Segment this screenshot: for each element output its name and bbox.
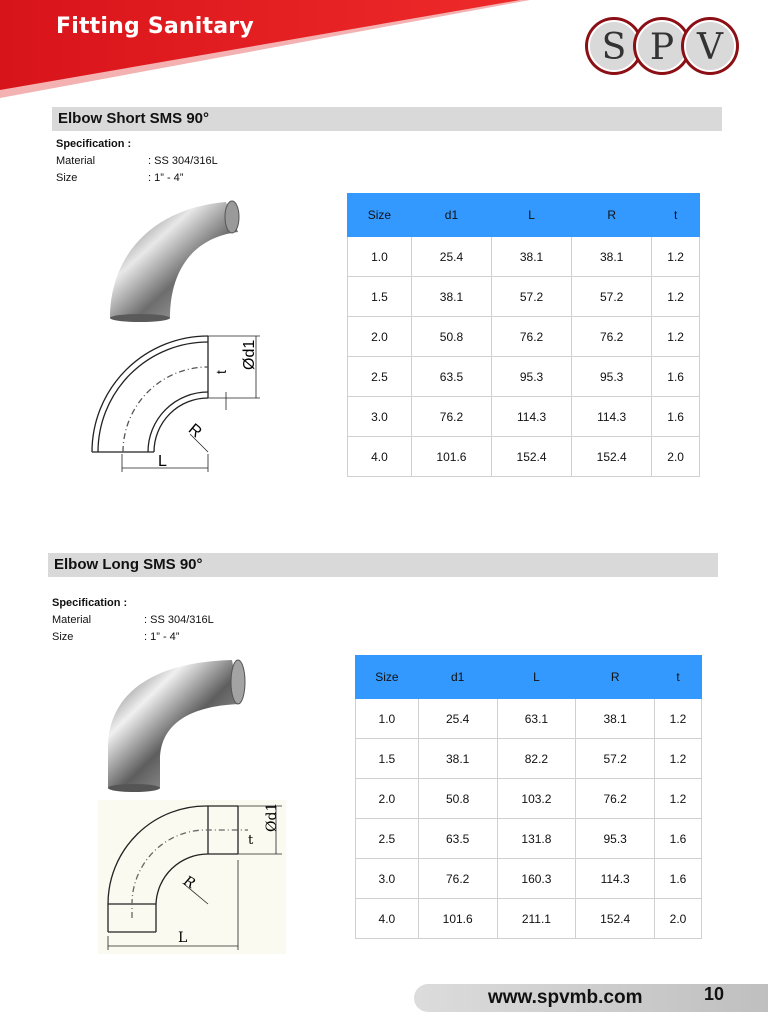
spv-logo (584, 14, 740, 78)
footer-url[interactable]: www.spvmb.com (488, 987, 643, 1008)
table-cell: 38.1 (411, 277, 491, 317)
table-cell: 1.6 (652, 357, 700, 397)
table-cell: 1.2 (652, 237, 700, 277)
elbow-short-drawing (84, 330, 274, 478)
table-cell: 1.2 (655, 699, 702, 739)
drawing-label-d1: Ød1 (241, 339, 258, 370)
table-cell: 3.0 (348, 397, 412, 437)
table-cell: 1.6 (655, 819, 702, 859)
column-header: R (576, 656, 655, 699)
column-header: d1 (418, 656, 497, 699)
section-title-short: Elbow Short SMS 90° (52, 107, 722, 131)
table-cell: 1.5 (348, 277, 412, 317)
table-cell: 131.8 (497, 819, 576, 859)
spec-block-short (56, 136, 218, 187)
drawing-label-t: t (213, 370, 229, 374)
table-cell: 76.2 (418, 859, 497, 899)
table-row (356, 699, 702, 739)
column-header: t (655, 656, 702, 699)
table-row (348, 357, 700, 397)
column-header: Size (356, 656, 419, 699)
table-cell: 4.0 (356, 899, 419, 939)
table-cell: 2.5 (348, 357, 412, 397)
table-cell: 2.0 (356, 779, 419, 819)
table-cell: 2.0 (348, 317, 412, 357)
table-cell: 82.2 (497, 739, 576, 779)
table-cell: 63.1 (497, 699, 576, 739)
spec-key: Size (56, 172, 78, 184)
elbow-short-photo (104, 194, 250, 324)
table-cell: 57.2 (576, 739, 655, 779)
table-cell: 38.1 (492, 237, 572, 277)
spec-row (56, 170, 218, 187)
table-cell: 38.1 (418, 739, 497, 779)
elbow-long-drawing (98, 800, 286, 954)
table-cell: 101.6 (418, 899, 497, 939)
table-cell: 50.8 (411, 317, 491, 357)
table-cell: 76.2 (492, 317, 572, 357)
table-cell: 1.0 (356, 699, 419, 739)
table-row (348, 317, 700, 357)
table-cell: 38.1 (572, 237, 652, 277)
table-header-row (356, 656, 702, 699)
table-cell: 76.2 (576, 779, 655, 819)
spec-key: Size (52, 631, 74, 643)
column-header: L (497, 656, 576, 699)
table-cell: 1.6 (655, 859, 702, 899)
table-cell: 50.8 (418, 779, 497, 819)
table-cell: 63.5 (411, 357, 491, 397)
table-cell: 63.5 (418, 819, 497, 859)
table-cell: 38.1 (576, 699, 655, 739)
table-cell: 2.0 (655, 899, 702, 939)
spec-value: : SS 304/316L (144, 614, 214, 626)
table-cell: 1.5 (356, 739, 419, 779)
table-row (356, 739, 702, 779)
spec-block-long (52, 595, 214, 646)
logo-letter: S (601, 27, 627, 68)
table-cell: 114.3 (576, 859, 655, 899)
table-cell: 95.3 (572, 357, 652, 397)
table-cell: 152.4 (572, 437, 652, 477)
table-cell: 114.3 (572, 397, 652, 437)
table-row (348, 397, 700, 437)
table-row (356, 819, 702, 859)
table-cell: 25.4 (418, 699, 497, 739)
logo-letter: V (697, 27, 723, 68)
column-header: R (572, 194, 652, 237)
table-cell: 76.2 (411, 397, 491, 437)
table-cell: 25.4 (411, 237, 491, 277)
table-row (356, 899, 702, 939)
spec-value: : 1” - 4” (148, 172, 184, 184)
table-cell: 1.0 (348, 237, 412, 277)
section-title-long: Elbow Long SMS 90° (48, 553, 718, 577)
logo-letter: P (649, 27, 675, 68)
table-cell: 1.2 (655, 779, 702, 819)
spec-table-short (347, 193, 700, 477)
table-cell: 160.3 (497, 859, 576, 899)
drawing-label-d1: Ød1 (264, 802, 280, 832)
table-cell: 1.2 (652, 317, 700, 357)
table-cell: 4.0 (348, 437, 412, 477)
table-cell: 2.0 (652, 437, 700, 477)
drawing-label-l: L (158, 453, 167, 470)
table-cell: 2.5 (356, 819, 419, 859)
spec-key: Material (52, 614, 92, 626)
table-cell: 103.2 (497, 779, 576, 819)
spec-row (52, 629, 214, 646)
spec-row (56, 153, 218, 170)
spec-row (52, 612, 214, 629)
column-header: d1 (411, 194, 491, 237)
table-cell: 114.3 (492, 397, 572, 437)
table-cell: 1.6 (652, 397, 700, 437)
elbow-long-photo (104, 652, 254, 792)
column-header: Size (348, 194, 412, 237)
table-cell: 95.3 (492, 357, 572, 397)
drawing-label-r: R (184, 420, 205, 442)
table-header-row (348, 194, 700, 237)
drawing-label-t: t (248, 833, 254, 848)
drawing-label-r: R (180, 873, 198, 893)
spec-value: : 1” - 4” (144, 631, 180, 643)
table-cell: 101.6 (411, 437, 491, 477)
drawing-label-l: L (178, 930, 188, 946)
table-row (348, 277, 700, 317)
table-row (356, 859, 702, 899)
spec-heading: Specification : (56, 138, 132, 150)
table-cell: 3.0 (356, 859, 419, 899)
spec-heading: Specification : (52, 597, 128, 609)
table-cell: 57.2 (492, 277, 572, 317)
column-header: t (652, 194, 700, 237)
table-cell: 57.2 (572, 277, 652, 317)
table-cell: 211.1 (497, 899, 576, 939)
spec-value: : SS 304/316L (148, 155, 218, 167)
spec-table-long (355, 655, 702, 939)
page-title: Fitting Sanitary (56, 14, 254, 39)
table-row (356, 779, 702, 819)
table-cell: 1.2 (655, 739, 702, 779)
table-cell: 152.4 (576, 899, 655, 939)
table-cell: 152.4 (492, 437, 572, 477)
table-cell: 95.3 (576, 819, 655, 859)
table-row (348, 437, 700, 477)
logo-circle-v (681, 17, 739, 75)
table-cell: 76.2 (572, 317, 652, 357)
column-header: L (492, 194, 572, 237)
table-row (348, 237, 700, 277)
spec-key: Material (56, 155, 96, 167)
page-number: 10 (704, 984, 725, 1004)
table-cell: 1.2 (652, 277, 700, 317)
